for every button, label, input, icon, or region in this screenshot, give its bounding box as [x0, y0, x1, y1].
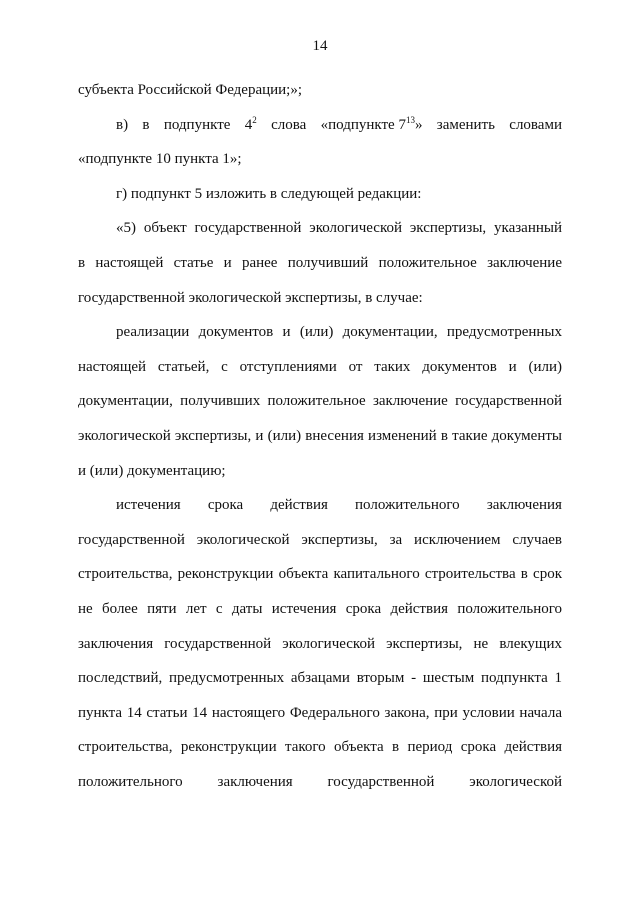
text-line: пункта 14 статьи 14 настоящего Федерального закона, при условии начала	[78, 704, 562, 721]
word: словами	[509, 116, 562, 133]
text-line: настоящей статьей, с отступлениями от таких документов и (или)	[78, 358, 562, 375]
text-line: не более пяти лет с даты истечения срока действия положительного	[78, 600, 562, 617]
text-line	[78, 765, 562, 800]
word: истечения	[116, 497, 181, 514]
word	[245, 108, 257, 143]
text-line: государственной экологической экспертизы, в случае:	[78, 289, 423, 306]
text-line: «подпункте 10 пункта 1»;	[78, 151, 242, 168]
word-text: »	[414, 116, 423, 133]
word: срока	[207, 497, 244, 514]
text-line: государственной экологической экспертизы, за исключением случаев	[78, 531, 562, 548]
text-line	[78, 488, 562, 523]
text-line: субъекта Российской Федерации;»;	[78, 82, 303, 98]
page-number: 14	[312, 38, 328, 54]
document-body	[78, 73, 562, 799]
text-line: строительства, реконструкции объекта капитального строительства в срок	[78, 566, 562, 583]
word-text: 7	[398, 116, 406, 133]
word-text: «подпункте	[320, 116, 395, 133]
text-line: реализации документов и (или) документации, предусмотренных	[116, 324, 562, 341]
word: экологической	[469, 773, 562, 790]
word: слова	[271, 116, 307, 133]
text-line: «5) объект государственной экологической экспертизы, указанный	[116, 220, 562, 237]
word: в)	[116, 116, 129, 133]
word: положительного	[355, 497, 460, 514]
word-text: 4	[244, 116, 253, 133]
text-line: последствий, предусмотренных абзацами вторым - шестым подпункта 1	[78, 670, 562, 687]
word: заключения	[217, 773, 293, 790]
text-line: в настоящей статье и ранее получивший положительное заключение	[78, 254, 562, 271]
superscript: 2	[252, 114, 257, 125]
word: заменить	[436, 116, 495, 133]
text-line: и (или) документацию;	[78, 462, 226, 479]
word: подпункте	[163, 116, 231, 133]
text-line: г) подпункт 5 изложить в следующей редакции:	[116, 185, 422, 202]
word: государственной	[327, 773, 435, 790]
text-line: заключения государственной экологической экспертизы, не влекущих	[78, 635, 562, 652]
text-line	[78, 108, 562, 143]
word: действия	[270, 497, 328, 514]
word: положительного	[78, 773, 183, 790]
word: заключения	[486, 497, 562, 514]
text-line: экологической экспертизы, и (или) внесения изменений в такие документы	[78, 427, 562, 444]
text-line: строительства, реконструкции такого объекта в период срока действия	[78, 739, 562, 756]
word: в	[142, 116, 150, 133]
text-line: документации, получивших положительное заключение государственной	[78, 393, 562, 410]
word	[321, 108, 423, 143]
superscript: 13	[405, 114, 415, 125]
